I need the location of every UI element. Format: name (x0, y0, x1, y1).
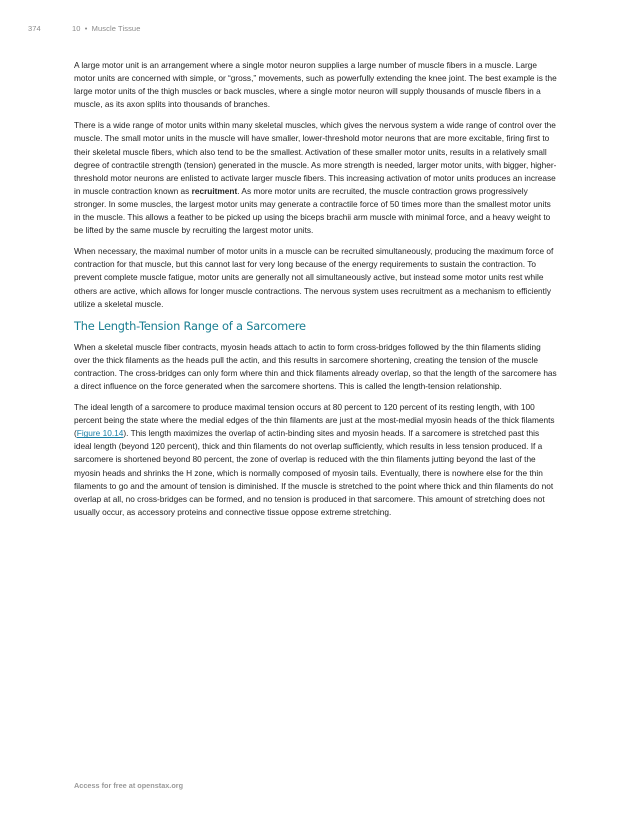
paragraph-large-motor-unit: A large motor unit is an arrangement where a single motor neuron supplies a large number of muscle fibers in a muscle. Large motor units are concerned with simple, or “gross,” movements, such as powerfully extending the knee joint. The best example is the large motor units of the thigh muscles or back muscles, where a single motor neuron will supply thousands of muscle fibers in a muscle, as its axon splits into thousands of branches. (74, 60, 557, 110)
paragraph-text: There is a wide range of motor units within many skeletal muscles, which gives the nervous system a wide range of control over the muscle. The small motor units in the muscle will have smaller, lower-threshold motor neurons that are more excitable, firing first to their skeletal muscle fibers, which also tend to be the smallest. Activation of these smaller motor units, results in a relatively small degree of contractile strength (tension) generated in the muscle. As more strength is needed, larger motor units, with bigger, higher-threshold motor neurons are enlisted to activate larger muscle fibers. This increasing activation of motor units produces an increase in muscle contraction known as (74, 120, 557, 196)
section-heading: The Length-Tension Range of a Sarcomere (74, 318, 306, 333)
running-header (28, 24, 140, 33)
chapter-number: 10 (72, 24, 81, 33)
page-number: 374 (28, 24, 41, 33)
main-content (74, 59, 558, 527)
paragraph-cross-bridges: When a skeletal muscle fiber contracts, myosin heads attach to actin to form cross-bridges followed by the thin filaments sliding over the thick filaments as the heads pull the actin, and this results in sarcomere shortening, creating the tension of the muscle contraction. The cross-bridges can only form where thin and thick filaments already overlap, so that the length of the sarcomere has a direct influence on the force generated when the sarcomere shortens. This is called the length-tension relationship. (74, 341, 557, 391)
paragraph-motor-unit-range (74, 119, 558, 237)
paragraph-text: The ideal length of a sarcomere to produce maximal tension occurs at 80 percent to 120 percent of its resting length, with 100 percent being the state where the medial edges of the thin filaments are just at the most-medial myosin heads of the thick filaments ( (74, 402, 555, 439)
figure-link[interactable]: Figure 10.14 (76, 428, 124, 439)
header-separator: • (84, 24, 88, 33)
footer-text: Access for free at openstax.org (74, 781, 184, 790)
paragraph-ideal-length (74, 401, 558, 519)
chapter-title: Muscle Tissue (91, 24, 141, 33)
key-term-recruitment: recruitment (191, 185, 238, 196)
paragraph-text: ). This length maximizes the overlap of actin-binding sites and myosin heads. If a sarcomere is stretched past this ideal length (beyond 120 percent), thick and thin filaments do not overlap sufficiently, which results in less tension produced. If a sarcomere is shortened beyond 80 percent, the zone of overlap is reduced with the thin filaments jutting beyond the last of the myosin heads and shrinks the H zone, which is normally composed of myosin tails. Eventually, there is nowhere else for the thin filaments to go and the amount of tension is diminished. If the muscle is stretched to the point where thick and thin filaments do not overlap at all, no cross-bridges can be formed, and no tension is produced in that sarcomere. This amount of stretching does not usually occur, as accessory proteins and connective tissue oppose extreme stretching. (74, 428, 554, 517)
paragraph-text: . As more motor units are recruited, the muscle contraction grows progressively stronger. In some muscles, the largest motor units may generate a contractile force of 50 times more than the smallest motor units in the muscle. This allows a feather to be picked up using the biceps brachii arm muscle with minimal force, and a heavy weight to be lifted by the same muscle by recruiting the largest motor units. (74, 185, 551, 236)
paragraph-maximal-recruitment: When necessary, the maximal number of motor units in a muscle can be recruited simultaneously, producing the maximum force of contraction for that muscle, but this cannot last for very long because of the energy requirements to sustain the contraction. To prevent complete muscle fatigue, motor units are generally not all simultaneously active, but instead some motor units rest while others are active, which allows for longer muscle contractions. The nervous system uses recruitment as a mechanism to efficiently utilize a skeletal muscle. (74, 246, 554, 309)
